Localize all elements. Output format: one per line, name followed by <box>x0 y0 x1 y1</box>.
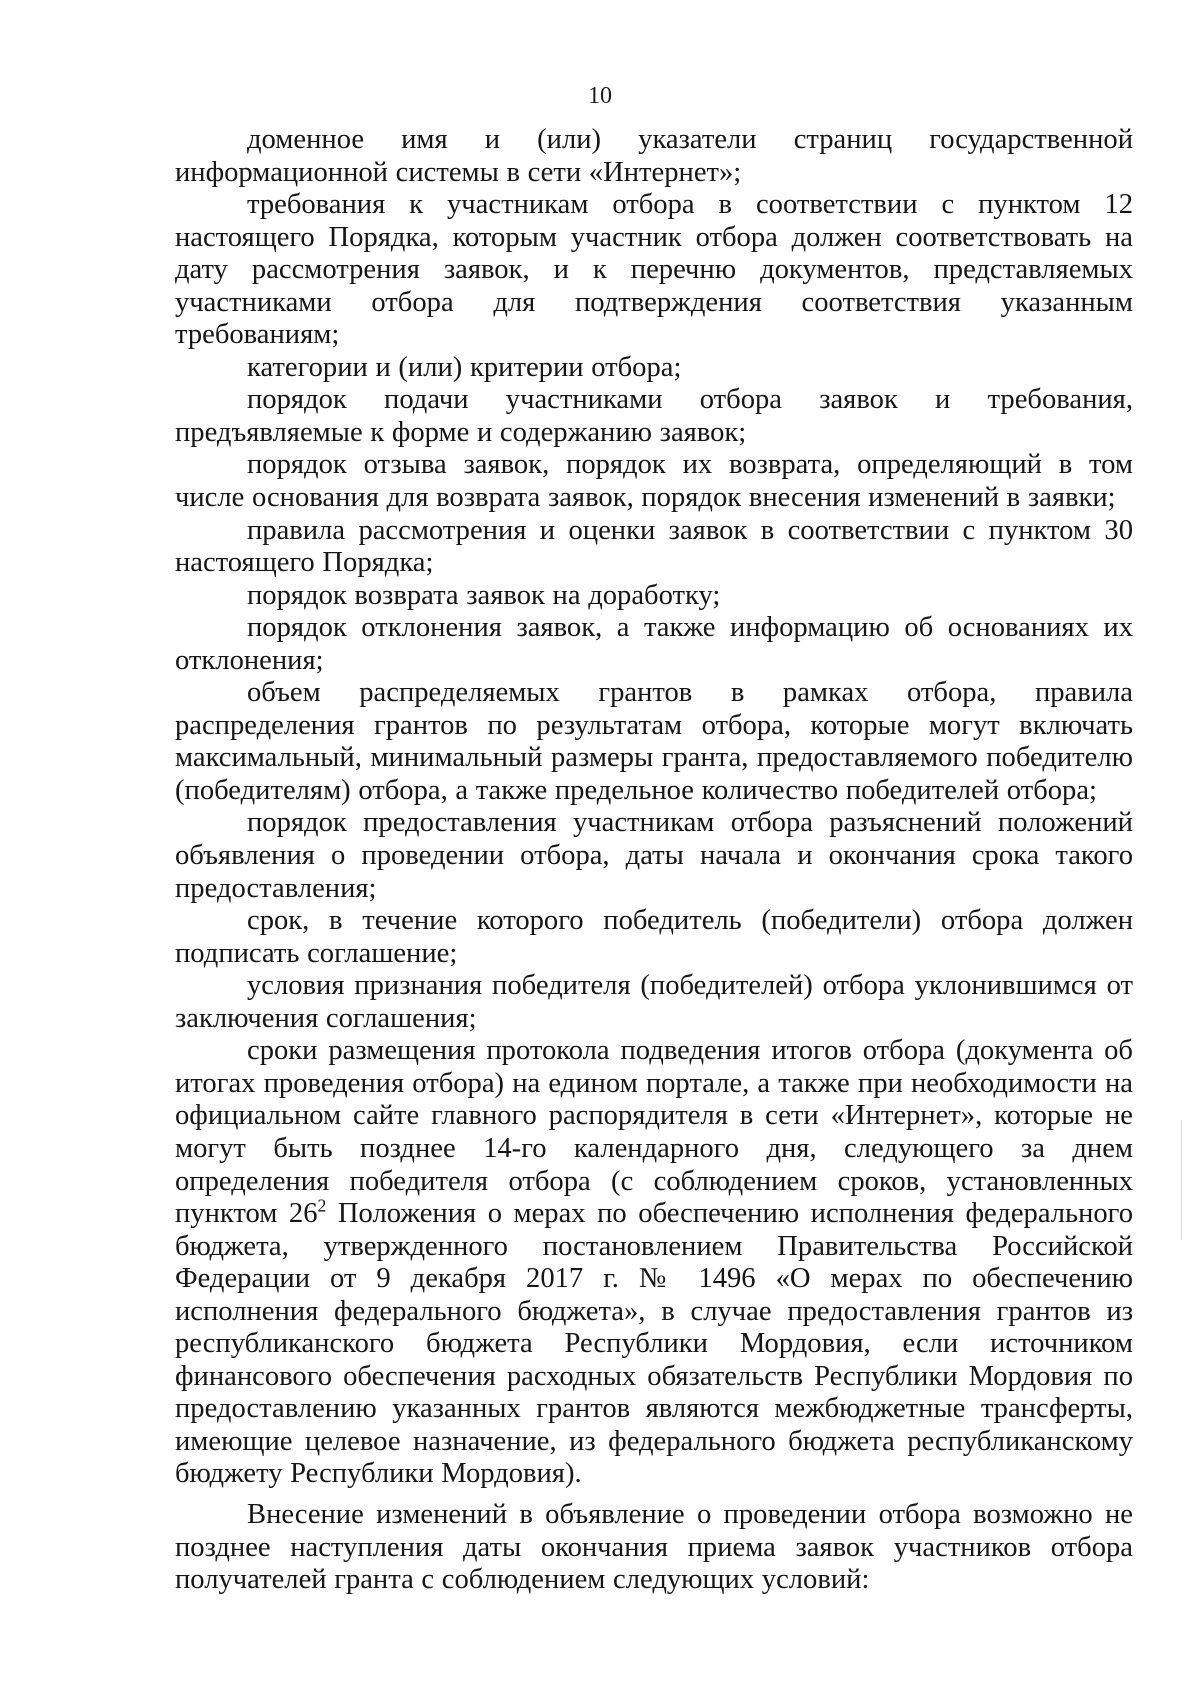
paragraph-domain-name: доменное имя и (или) указатели страниц государственной информационной системы в сети «Интернет»; <box>175 124 1133 188</box>
paragraph-evasion-conditions: условия признания победителя (победителей) отбора уклонившимся от заключения соглашения; <box>175 970 1133 1034</box>
paragraph-signing-deadline: срок, в течение которого победитель (победители) отбора должен подписать соглашение; <box>175 905 1133 969</box>
paragraph-rejection-procedure: порядок отклонения заявок, а также информацию об основаниях их отклонения; <box>175 612 1133 676</box>
paragraph-grant-volume: объем распределяемых грантов в рамках отбора, правила распределения грантов по результатам отбора, которые могут включать максимальный, минимальный размеры гранта, предоставляемого победителю (победителям) отбора, а также предельное количество победителей отбора; <box>175 677 1133 806</box>
paragraph-clarifications: порядок предоставления участникам отбора разъяснений положений объявления о проведении отбора, даты начала и окончания срока такого предоставления; <box>175 807 1133 904</box>
paragraph-withdrawal-procedure: порядок отзыва заявок, порядок их возврата, определяющий в том числе основания для возврата заявок, порядок внесения изменений в заявки; <box>175 449 1133 514</box>
scan-edge-mark <box>1181 1120 1182 1240</box>
document-body <box>175 124 1133 1597</box>
superscript-marker: 2 <box>317 1195 327 1216</box>
protocol-text-end: Положения о мерах по обеспечению исполнения федерального бюджета, утвержденного постановлением Правительства Российской Федерации от 9 декабря 2017 г. № 1496 «О мерах по обеспечению исполнения федерального бюджета», в случае предоставления грантов из республиканского бюджета Республики Мордовия, если источником финансового обеспечения расходных обязательств Республики Мордовия по предоставлению указанных грантов являются межбюджетные трансферты, имеющие целевое назначение, из федерального бюджета республиканскому бюджету Республики Мордовия). <box>175 1198 1133 1490</box>
page-number: 10 <box>588 83 612 109</box>
protocol-text-start: сроки размещения протокола подведения итогов отбора (документа об итогах проведения отбора) на едином портале, а также при необходимости на официальном сайте главного распорядителя в сети «Интернет», которые не могут быть позднее 14-го календарного дня, следующего за днем определения победителя отбора (с соблюдением сроков, установленных пунктом 26 <box>175 1035 1133 1230</box>
paragraph-submission-procedure: порядок подачи участниками отбора заявок и требования, предъявляемые к форме и содержанию заявок; <box>175 384 1133 448</box>
paragraph-return-for-revision: порядок возврата заявок на доработку; <box>247 579 721 611</box>
paragraph-participant-requirements: требования к участникам отбора в соответствии с пунктом 12 настоящего Порядка, которым участник отбора должен соответствовать на дату рассмотрения заявок, и к перечню документов, представляемых участниками отбора для подтверждения соответствия указанным требованиям; <box>175 189 1133 351</box>
paragraph-selection-criteria: категории и (или) критерии отбора; <box>247 351 682 383</box>
paragraph-announcement-changes: Внесение изменений в объявление о проведении отбора возможно не позднее наступления даты окончания приема заявок участников отбора получателей гранта с соблюдением следующих условий: <box>175 1498 1133 1596</box>
paragraph-review-rules: правила рассмотрения и оценки заявок в соответствии с пунктом 30 настоящего Порядка; <box>175 514 1133 579</box>
paragraph-protocol-deadlines <box>175 1035 1133 1491</box>
